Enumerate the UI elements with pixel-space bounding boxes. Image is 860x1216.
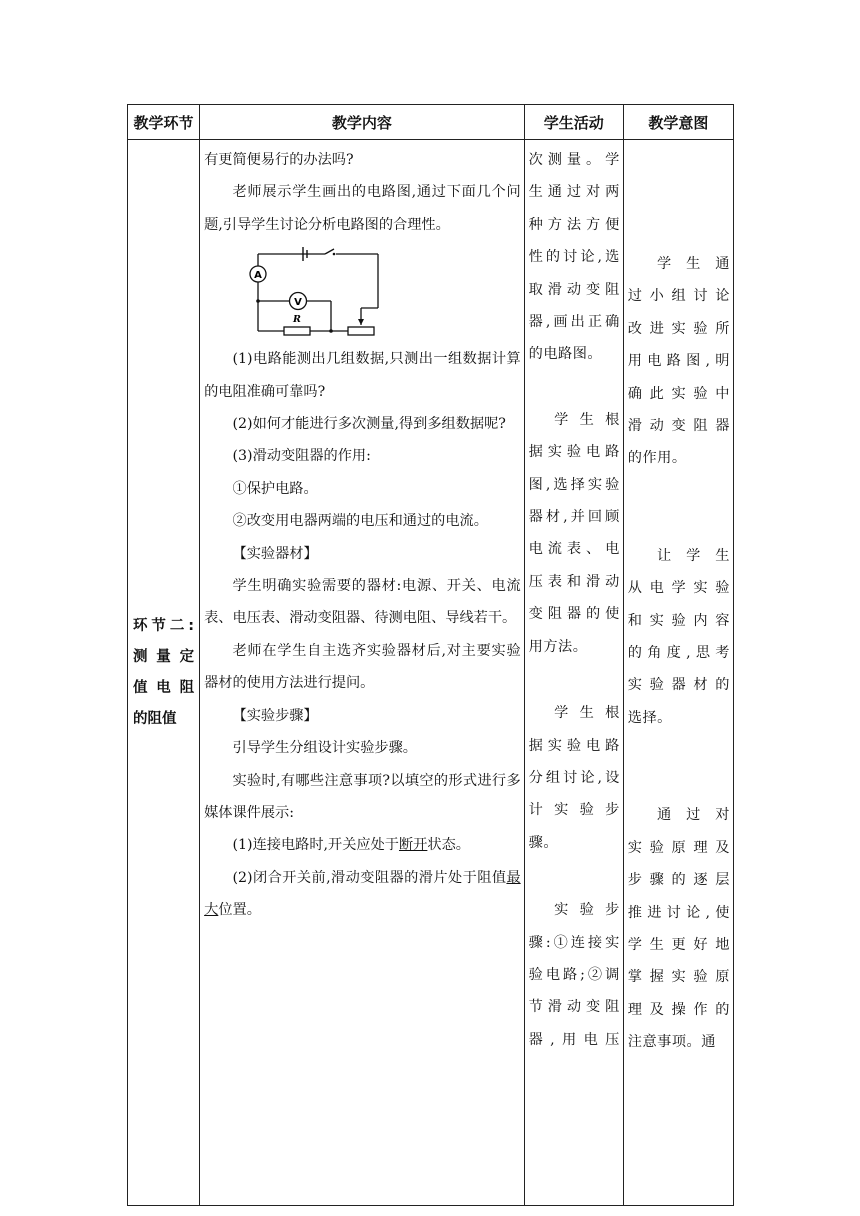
intent-line: 过小组讨论 — [627, 288, 730, 305]
header-student-activity: 学生活动 — [524, 105, 623, 140]
content-paragraph: (2)如何才能进行多次测量,得到多组数据呢? — [232, 416, 506, 433]
activity-line: 的电路图。 — [528, 346, 603, 363]
activity-line: 器,用电压 — [528, 1031, 620, 1048]
intent-line: 确此实验中 — [627, 385, 730, 402]
activity-line: 器,画出正确 — [528, 314, 620, 331]
content-paragraph: (3)滑动变阻器的作用: — [232, 448, 371, 465]
stage-line: 测量定 — [133, 648, 195, 665]
header-stage: 教学环节 — [128, 105, 200, 140]
stage-cell — [128, 140, 200, 1206]
activity-line: 学生根 — [528, 411, 620, 428]
content-paragraph: ②改变用电器两端的电压和通过的电流。 — [232, 513, 488, 530]
intent-line: 和实验内容 — [627, 612, 730, 629]
header-intent: 教学意图 — [623, 105, 733, 140]
activity-line: 节滑动变阻 — [528, 999, 620, 1016]
activity-line: 骤:①连接实 — [528, 934, 620, 951]
intent-line: 学生更好地 — [627, 936, 730, 953]
content-paragraph: 引导学生分组设计实验步骤。 — [232, 740, 417, 757]
circuit-diagram — [244, 244, 384, 340]
content-paragraph: ①保护电路。 — [232, 480, 318, 497]
section-heading-steps: 【实验步骤】 — [232, 707, 318, 724]
blank-answer: 最大 — [204, 869, 521, 919]
header-content: 教学内容 — [200, 105, 525, 140]
activity-line: 据实验电路 — [528, 444, 620, 461]
intent-line: 滑动变阻器 — [627, 418, 730, 435]
activity-line: 学生根 — [528, 705, 620, 722]
intent-line: 理及操作的 — [627, 1001, 730, 1018]
content-paragraph: (1)电路能测出几组数据,只测出一组数据计算的电阻准确可靠吗? — [204, 351, 521, 400]
activity-line: 器材,并回顾 — [528, 509, 620, 526]
intent-line: 让学生 — [627, 547, 730, 564]
blank-answer: 断开 — [398, 837, 428, 854]
note-item: (2)闭合开关前,滑动变阻器的滑片处于阻值最大位置。 — [204, 869, 521, 919]
content-cell — [200, 140, 525, 1206]
activity-line: 性的讨论,选 — [528, 249, 620, 266]
intent-line: 学生通 — [627, 256, 730, 272]
intent-line: 掌握实验原 — [627, 969, 730, 986]
intent-line: 推进讨论,使 — [627, 904, 730, 921]
activity-line: 骤。 — [528, 834, 559, 851]
intent-line: 步骤的逐层 — [627, 872, 730, 889]
content-paragraph: 有更简便易行的办法吗? — [204, 152, 354, 168]
intent-line: 的作用。 — [627, 450, 687, 467]
activity-line: 压表和滑动 — [528, 573, 620, 590]
activity-line: 验电路;②调 — [528, 966, 620, 983]
activity-line: 计实验步 — [528, 802, 620, 819]
activity-line: 分组讨论,设 — [528, 769, 620, 786]
note-item: (1)连接电路时,开关应处于断开状态。 — [232, 837, 470, 854]
intent-line: 实验原理及 — [627, 839, 730, 856]
activity-line: 变阻器的使 — [528, 606, 620, 623]
header-row — [128, 105, 734, 140]
intent-line: 用电路图,明 — [627, 353, 730, 370]
intent-line: 通过对 — [627, 807, 730, 824]
lesson-plan-table — [127, 104, 734, 1206]
activity-line: 种方法方便 — [528, 216, 620, 233]
intent-line: 选择。 — [627, 709, 672, 726]
content-paragraph: 老师在学生自主选齐实验器材后,对主要实验器材的使用方法进行提问。 — [204, 642, 521, 692]
stage-line: 的阻值 — [133, 710, 177, 727]
activity-line: 取滑动变阻 — [528, 281, 620, 298]
voltmeter-label: V — [294, 297, 302, 309]
activity-line: 电流表、电 — [528, 541, 620, 558]
intent-line: 从电学实验 — [627, 580, 730, 597]
activity-line: 据实验电路 — [528, 737, 620, 754]
section-heading-materials: 【实验器材】 — [232, 545, 318, 562]
student-activity-cell — [524, 140, 623, 1206]
ammeter-label: A — [254, 270, 262, 282]
content-paragraph: 学生明确实验需要的器材:电源、开关、电流表、电压表、滑动变阻器、待测电阻、导线若干。 — [204, 578, 521, 627]
activity-line: 生通过对两 — [528, 184, 620, 201]
activity-line: 次测量。学 — [528, 152, 620, 168]
intent-line: 改进实验所 — [627, 320, 730, 337]
intent-line: 注意事项。通 — [627, 1034, 716, 1051]
activity-line: 用方法。 — [528, 638, 588, 655]
intent-cell — [623, 140, 733, 1206]
resistor-label: R — [293, 314, 302, 326]
intent-line: 的角度,思考 — [627, 645, 730, 662]
intent-line: 实验器材的 — [627, 677, 730, 694]
activity-line: 实验步 — [528, 902, 620, 919]
stage-line: 值电阻 — [133, 679, 195, 696]
body-row — [128, 140, 734, 1206]
stage-line: 环节二: — [133, 617, 195, 634]
content-paragraph: 老师展示学生画出的电路图,通过下面几个问题,引导学生讨论分析电路图的合理性。 — [204, 184, 521, 233]
activity-line: 图,选择实验 — [528, 476, 620, 493]
content-paragraph: 实验时,有哪些注意事项?以填空的形式进行多媒体课件展示: — [204, 772, 521, 821]
